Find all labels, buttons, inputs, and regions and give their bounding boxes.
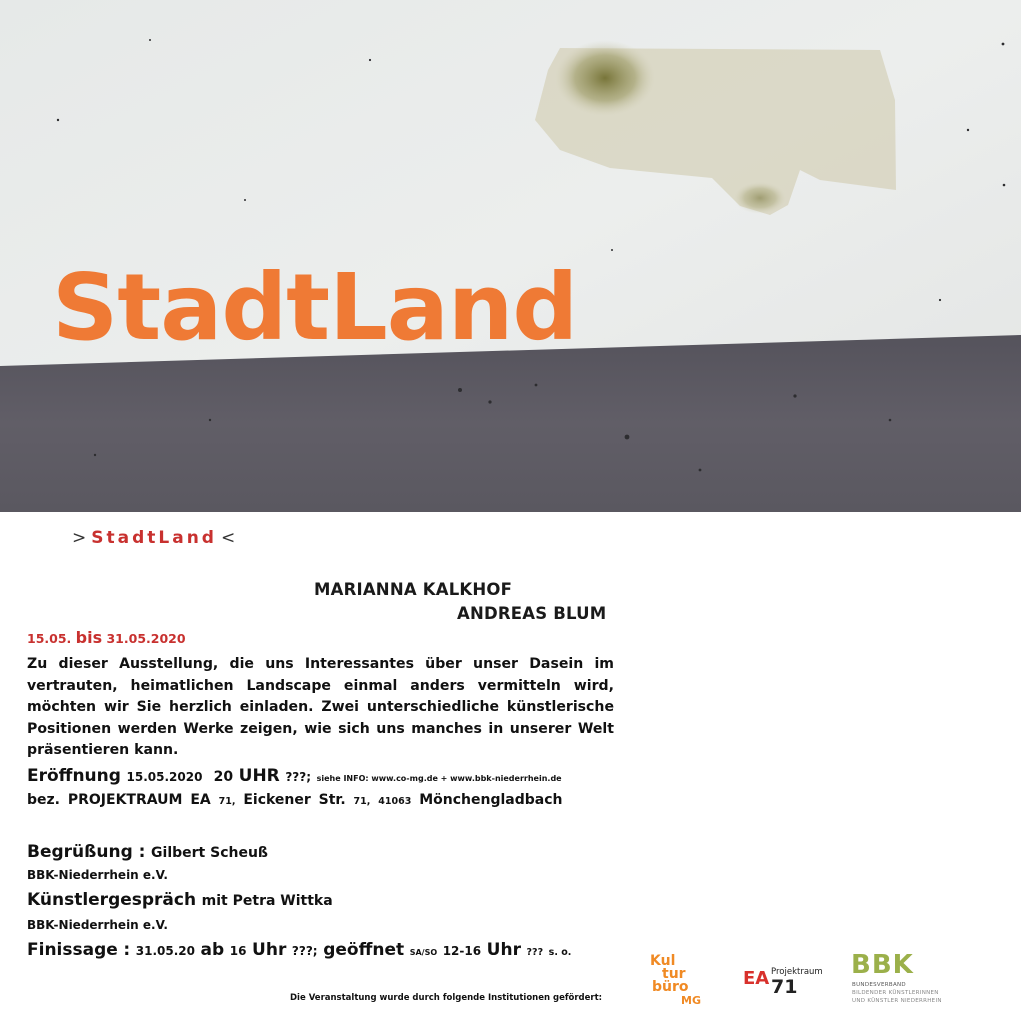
exhibition-dates (27, 628, 186, 647)
bbk-line: BILDENDER KÜNSTLERINNEN (852, 990, 939, 996)
open-days: SA/SO (409, 948, 438, 957)
talk-line (27, 890, 333, 910)
open-q: ??? (526, 947, 544, 958)
stain-spot (555, 40, 655, 116)
open-uhr: Uhr (486, 940, 521, 960)
date-from: 15.05. (27, 631, 72, 646)
kicker-name: StadtLand (91, 528, 217, 548)
greeting-person: Gilbert Scheuß (151, 845, 269, 861)
sponsor-note: Die Veranstaltung wurde durch folgende Institutionen gefördert: (290, 993, 603, 1003)
greeting-label: Begrüßung (27, 842, 133, 862)
ea71-logo (743, 964, 823, 1004)
kicker-open: > (72, 528, 88, 548)
address-line (27, 792, 562, 808)
opening-time: 20 (213, 769, 234, 785)
logo-text: tur (662, 966, 686, 982)
opening-q: ???; (285, 770, 312, 784)
kicker-close: < (220, 528, 237, 548)
talk-label: Künstlergespräch (27, 890, 197, 910)
greeting-org: BBK-Niederrhein e.V. (27, 868, 168, 882)
stain-spot-small (734, 182, 786, 214)
date-bis: bis (75, 628, 103, 647)
opening-label: Eröffnung (27, 766, 121, 786)
finissage-label: Finissage (27, 940, 118, 960)
street-name: Eickener Str. (243, 792, 346, 808)
date-to: 31.05.2020 (106, 631, 186, 646)
greeting-line (27, 842, 268, 862)
opening-line (27, 766, 562, 786)
opening-uhr: UHR (238, 766, 280, 786)
bbk-title: BBK (851, 950, 914, 980)
open-label: geöffnet (323, 940, 405, 960)
greeting-sep: : (132, 842, 146, 862)
city-name: Mönchengladbach (419, 792, 563, 808)
finissage-uhr: Uhr (252, 940, 287, 960)
zip-code: 41063 (378, 796, 412, 807)
logo-text: büro (652, 979, 689, 995)
venue-number: 71, (218, 796, 236, 807)
open-hours: 12-16 (442, 944, 482, 958)
finissage-q: ???; (291, 944, 318, 958)
address-prefix: bez. (27, 792, 60, 808)
logo-text: Kul (650, 953, 676, 969)
opening-date: 15.05.2020 (126, 770, 203, 784)
finissage-date: 31.05.20 (135, 944, 195, 958)
talk-org: BBK-Niederrhein e.V. (27, 918, 168, 932)
kulturbuero-logo (650, 955, 710, 1010)
ground-band (0, 335, 1021, 512)
finissage-time: 16 (229, 944, 247, 958)
logo-ea: EA (743, 968, 770, 989)
bbk-line: UND KÜNSTLER NIEDERRHEIN (852, 998, 942, 1004)
opening-info: siehe INFO: www.co-mg.de + www.bbk-niederrhein.de (316, 774, 562, 783)
logo-text: MG (681, 994, 701, 1007)
kicker-title (72, 528, 236, 548)
talk-with: mit Petra Wittka (201, 893, 333, 909)
street-number: 71, (353, 796, 371, 807)
intro-text: Zu dieser Ausstellung, die uns Interessantes über unser Dasein im vertrauten, heimatlichen Landscape einmal anders vermitteln wird, möchten wir Sie herzlich einladen. Zwei unterschiedliche künstlerische Positionen werden Werke zeigen, wie sich uns manches in unserer Welt präsentieren kann. (27, 656, 614, 758)
logo-number: 71 (771, 976, 798, 998)
finissage-line (27, 940, 571, 960)
open-so: s. o. (548, 947, 572, 958)
hero-title: StadtLand (52, 254, 578, 361)
finissage-ab: ab (200, 940, 225, 960)
logo-projektraum: Projektraum (771, 967, 823, 977)
finissage-sep: : (123, 940, 131, 960)
artist-name: MARIANNA KALKHOF (314, 580, 513, 599)
bbk-line: BUNDESVERBAND (852, 982, 906, 988)
bbk-logo (851, 950, 971, 1010)
artist-name: ANDREAS BLUM (457, 604, 607, 623)
venue-name: PROJEKTRAUM EA (67, 792, 211, 808)
